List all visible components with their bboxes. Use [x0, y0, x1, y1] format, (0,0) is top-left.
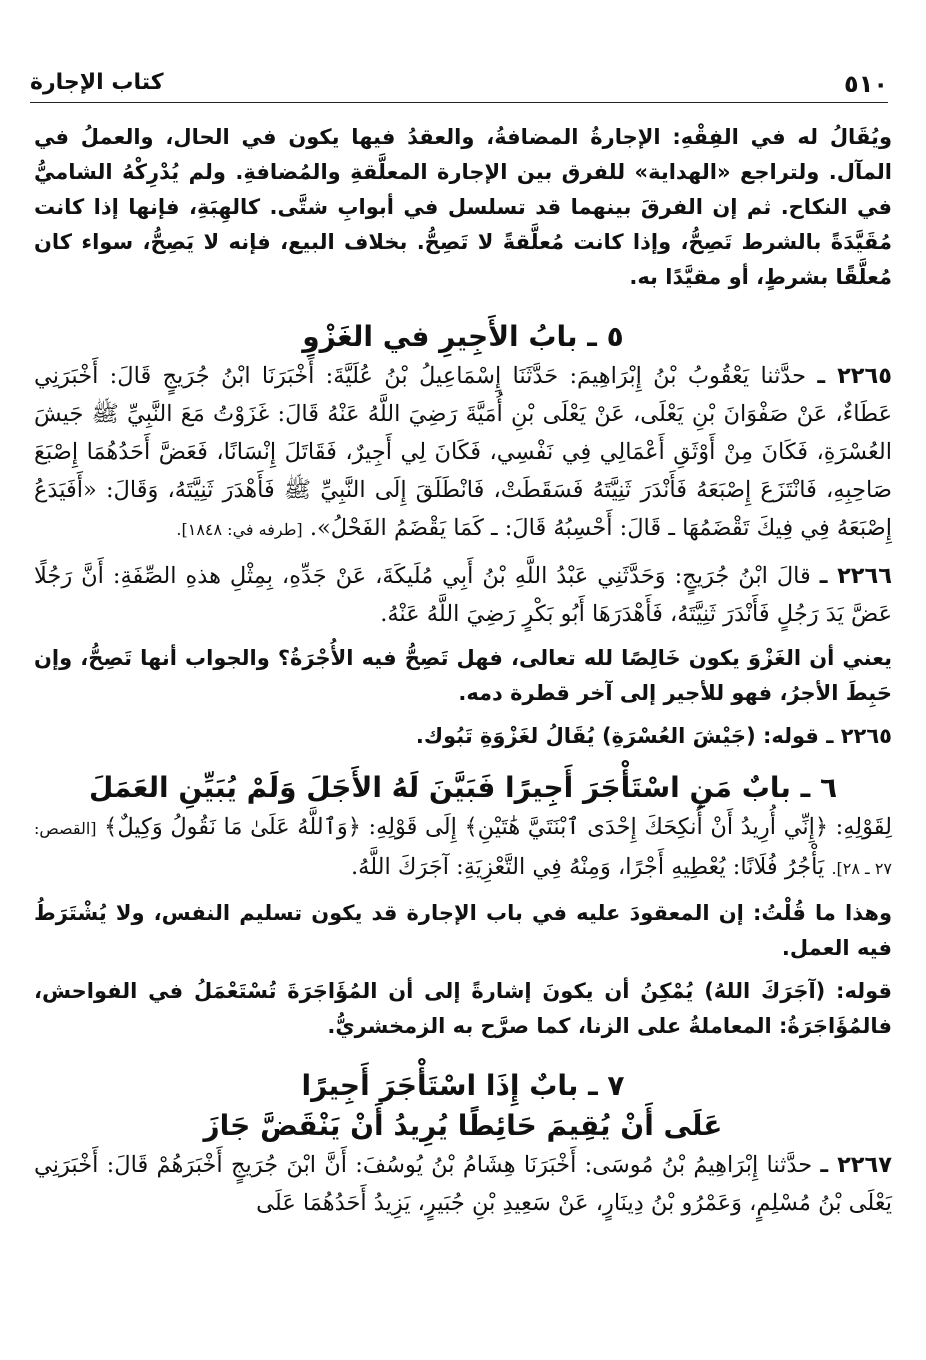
intro-paragraph: ويُقَالُ له في الفِقْهِ: الإجارةُ المضافةُ، والعقدُ فيها يكون في الحال، والعملُ في المآل. ولتراجع «الهداية» للفرق بين الإجارة المعلَّقةِ والمُضافةِ. ولم يُدْرِكْهُ الشاميُّ في النكاح. ثم إن الفرقَ بينهما قد تسلسل في أبوابِ شتَّى. كالهِبَةِ، فإنها إذا كانت مُقَيَّدَةً بالشرط تَصِحُّ، وإذا كانت مُعلَّقةً لا تَصِحُّ. بخلاف البيع، فإنه لا يَصِحُّ، سواء كان مُعلَّقًا بشرطٍ، أو مقيَّدًا به. [34, 125, 892, 289]
commentary-ma-qultu: وهذا ما قُلْتُ: إن المعقودَ عليه في باب الإجارة قد يكون تسليم النفس، ولا يُشْتَرَطُ فيه العمل. [34, 901, 892, 960]
hadith-2265 [34, 357, 892, 549]
hadith-2265-reference: [طرفه في: ١٨٤٨]. [176, 520, 303, 539]
chapter-6-title: ٦ ـ بابٌ مَنِ اسْتَأْجَرَ أَجِيرًا فَبَيَّنَ لَهُ الأَجَلَ وَلَمْ يُبَيِّنِ العَمَلَ [88, 771, 838, 804]
page-header [30, 70, 888, 103]
text-column [34, 120, 892, 1360]
hadith-2267-text: حدَّثنا إِبْرَاهِيمُ بْنُ مُوسَى: أَخْبَرَنَا هِشَامُ بْنُ يُوسُفَ: أَنَّ ابْنَ جُرَيجٍ أَخْبَرَهُمْ قَالَ: أَخْبَرَنِي يَعْلَى بْنُ مُسْلِمٍ، وَعَمْرُو بْنُ دِينَارٍ، عَنْ سَعِيدِ بْنِ جُبَيرٍ، يَزِيدُ أَحَدُهُمَا عَلَى [34, 1152, 892, 1216]
commentary-2265: ٢٢٦٥ ـ قوله: (جَيْشَ العُسْرَةِ) يُقَالُ لغَزْوَةِ تَبُوك. [415, 724, 892, 748]
hadith-2266 [34, 557, 892, 633]
chapter-7-title-line-1: ٧ ـ بابٌ إِذَا اسْتَأْجَرَ أَجِيرًا [301, 1069, 625, 1102]
hadith-2265-text: حدَّثنا يَعْقُوبُ بْنُ إِبْرَاهِيمَ: حَدَّثَنَا إِسْمَاعِيلُ بْنُ عُلَيَّةَ: أَخْبَرَنَا ابْنُ جُرَيجٍ قَالَ: أَخْبَرَنِي عَطَاءٌ، عَنْ صَفْوَانَ بْنِ يَعْلَى، عَنْ يَعْلَى بْنِ أُمَيَّةَ رَضِيَ اللَّهُ عَنْهُ قَالَ: غَزَوْتُ مَعَ النَّبِيِّ ﷺ جَيشَ العُسْرَةِ، فَكَانَ مِنْ أَوْثَقِ أَعْمَالِي فِي نَفْسِي، فَكَانَ لِي أَجِيرٌ، فَقَاتَلَ إِنْسَانًا، فَعَضَّ أَحَدُهُمَا إِصْبَعَ صَاحِبِهِ، فَانْتَزَعَ إِصْبَعَهُ فَأَنْدَرَ ثَنِيَّتَهُ فَسَقَطَتْ، فَانْطَلَقَ إِلَى النَّبِيِّ ﷺ فَأَهْدَرَ ثَنِيَّتَهُ، وَقَالَ: «أَفَيَدَعُ إِصْبَعَهُ فِي فِيكَ تَقْضَمُهَا ـ قَالَ: أَحْسِبُهُ قَالَ: ـ كَمَا يَقْضَمُ الفَحْلُ». [34, 363, 892, 541]
hadith-2267 [34, 1146, 892, 1222]
chapter-6-gloss: يَأْجُرُ فُلَانًا: يُعْطِيهِ أَجْرًا، وَمِنْهُ فِي التَّعْزِيَةِ: آجَرَكَ اللَّهُ. [350, 854, 825, 880]
hadith-2267-number: ٢٢٦٧ ـ [820, 1152, 892, 1178]
hadith-2266-text: قالَ ابْنُ جُرَيجٍ: وَحَدَّثَنِي عَبْدُ اللَّهِ بْنُ أَبِي مُلَيكَةَ، عَنْ جَدِّهِ، بِمِثْلِ هذهِ الصِّفَةِ: أَنَّ رَجُلًا عَضَّ يَدَ رَجُلٍ فَأَنْدَرَ ثَنِيَّتَهُ، فَأَهْدَرَهَا أَبُو بَكْرٍ رَضِيَ اللَّهُ عَنْهُ. [34, 563, 892, 627]
hadith-2265-number: ٢٢٦٥ ـ [817, 363, 893, 389]
hadith-2266-number: ٢٢٦٦ ـ [819, 563, 892, 589]
chapter-7-title-line-2: عَلَى أَنْ يُقِيمَ حَائِطًا يُرِيدُ أَنْ يَنْقَضَّ جَازَ [203, 1109, 723, 1142]
chapter-5-title: ٥ ـ بابُ الأَجِيرِ في الغَزْوِ [302, 320, 624, 353]
book-title: كتاب الإجارة [30, 70, 164, 95]
page-number: ٥١٠ [844, 70, 888, 98]
commentary-ghazw: يعني أن الغَزْوَ يكون خَالِصًا لله تعالى، فهل تَصِحُّ فيه الأُجْرَةُ؟ والجواب أنها تَصِحُّ، وإن حَبِطَ الأجرُ، فهو للأجير إلى آخر قطرة دمه. [34, 646, 892, 705]
chapter-6-quran-citation: لِقَوْلِهِ: ﴿إِنِّي أُرِيدُ أَنْ أُنكِحَكَ إِحْدَى ٱبْنَتَيَّ هَٰتَيْنِ﴾ إِلَى قَوْلِهِ: ﴿وَٱللَّهُ عَلَىٰ مَا نَقُولُ وَكِيلٌ﴾ [104, 814, 892, 840]
commentary-ajarak: قوله: (آجَرَكَ اللهُ) يُمْكِنُ أن يكونَ إشارةً إلى أن المُؤَاجَرَةَ تُسْتَعْمَلُ في الفواحش، فالمُؤَاجَرَةُ: المعاملةُ على الزنا، كما صرَّح به الزمخشريُّ. [34, 979, 892, 1038]
chapter-6-text [34, 808, 892, 888]
chapter-6-reference: [القصص: ٢٧ ـ ٢٨]. [34, 819, 892, 878]
